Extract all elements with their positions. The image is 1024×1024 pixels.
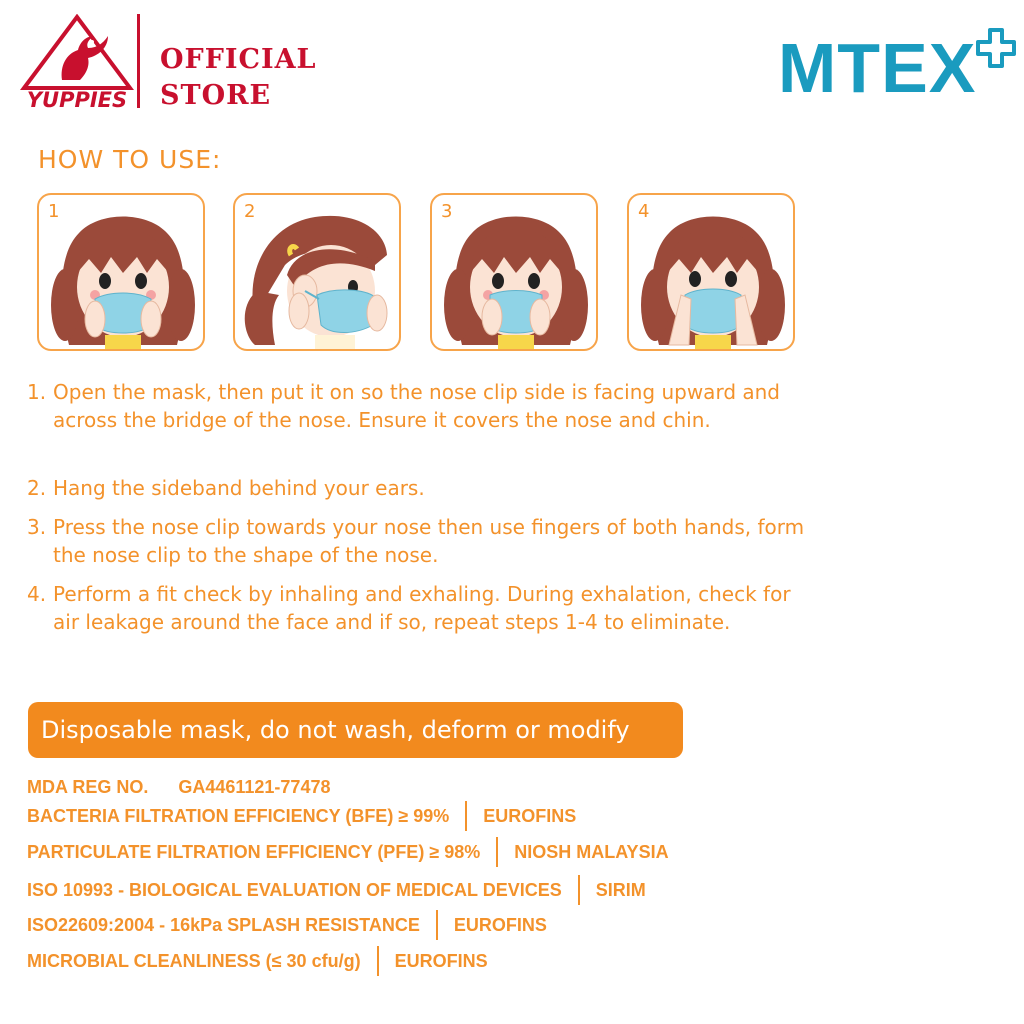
mtex-wordmark: MTEX [778, 29, 977, 106]
disposable-warning-banner: Disposable mask, do not wash, deform or modify [28, 702, 683, 758]
certification-row [27, 910, 547, 940]
step-illustration-4 [627, 193, 795, 351]
instruction-text: Perform a fit check by inhaling and exhaling. During exhalation, check for air leakage around the face and if so, repeat steps 1-4 to eliminate. [53, 582, 791, 634]
certification-standard: ISO 10993 - BIOLOGICAL EVALUATION OF MEDICAL DEVICES [27, 880, 562, 900]
plus-icon [978, 30, 1014, 66]
step-illustration-3 [430, 193, 598, 351]
certification-divider [465, 801, 467, 831]
list-marker: 2. [27, 476, 47, 500]
mda-value: GA4461121-77478 [178, 777, 331, 797]
step-illustration-1 [37, 193, 205, 351]
certification-row [27, 801, 576, 831]
certification-standard: ISO22609:2004 - 16kPa SPLASH RESISTANCE [27, 915, 420, 935]
official-store-label: OFFICIAL [160, 44, 317, 75]
certification-standard: PARTICULATE FILTRATION EFFICIENCY (PFE) ≥ 98% [27, 842, 481, 862]
step-number: 2 [244, 201, 256, 222]
certification-row [27, 946, 488, 976]
certification-row [27, 875, 646, 905]
instruction-step-4 [27, 580, 807, 636]
certification-divider [436, 910, 438, 940]
mtex-logo [776, 26, 1022, 106]
certification-row [27, 837, 669, 867]
instruction-text: Press the nose clip towards your nose then use fingers of both hands, form the nose clip to the shape of the nose. [53, 515, 805, 567]
header-divider [137, 14, 140, 108]
instruction-step-1 [27, 378, 807, 434]
step-number: 1 [48, 201, 60, 222]
certification-standard: MICROBIAL CLEANLINESS (≤ 30 cfu/g) [27, 951, 361, 971]
mda-label: MDA REG NO. [27, 777, 149, 797]
girl-putting-on-mask-illustration [39, 195, 205, 351]
list-marker: 3. [27, 515, 47, 539]
step-number: 3 [441, 201, 453, 222]
instruction-step-3 [27, 513, 807, 569]
step-number: 4 [638, 201, 650, 222]
certification-lab: EUROFINS [394, 951, 488, 971]
certification-lab: SIRIM [595, 880, 646, 900]
girl-hanging-earband-illustration [235, 195, 401, 351]
girl-pressing-nose-clip-illustration [432, 195, 598, 351]
list-marker: 4. [27, 582, 47, 606]
girl-fit-check-illustration [629, 195, 795, 351]
certification-lab: EUROFINS [453, 915, 547, 935]
certification-divider [496, 837, 498, 867]
certification-divider [578, 875, 580, 905]
certification-standard: BACTERIA FILTRATION EFFICIENCY (BFE) ≥ 99% [27, 806, 450, 826]
list-marker: 1. [27, 380, 47, 404]
mda-registration [27, 777, 330, 798]
step-illustration-2 [233, 193, 401, 351]
instruction-text: Hang the sideband behind your ears. [53, 476, 425, 500]
yuppies-logo [18, 14, 136, 110]
certification-lab: NIOSH MALAYSIA [514, 842, 669, 862]
how-to-use-title: HOW TO USE: [38, 145, 222, 174]
official-store-label-2: STORE [160, 80, 272, 111]
instruction-step-2 [27, 474, 807, 502]
certification-divider [377, 946, 379, 976]
brand-logo-wordmark: YUPPIES [26, 88, 128, 110]
certification-lab: EUROFINS [483, 806, 577, 826]
instruction-text: Open the mask, then put it on so the nose clip side is facing upward and across the bridge of the nose. Ensure it covers the nose and chin. [53, 380, 780, 432]
